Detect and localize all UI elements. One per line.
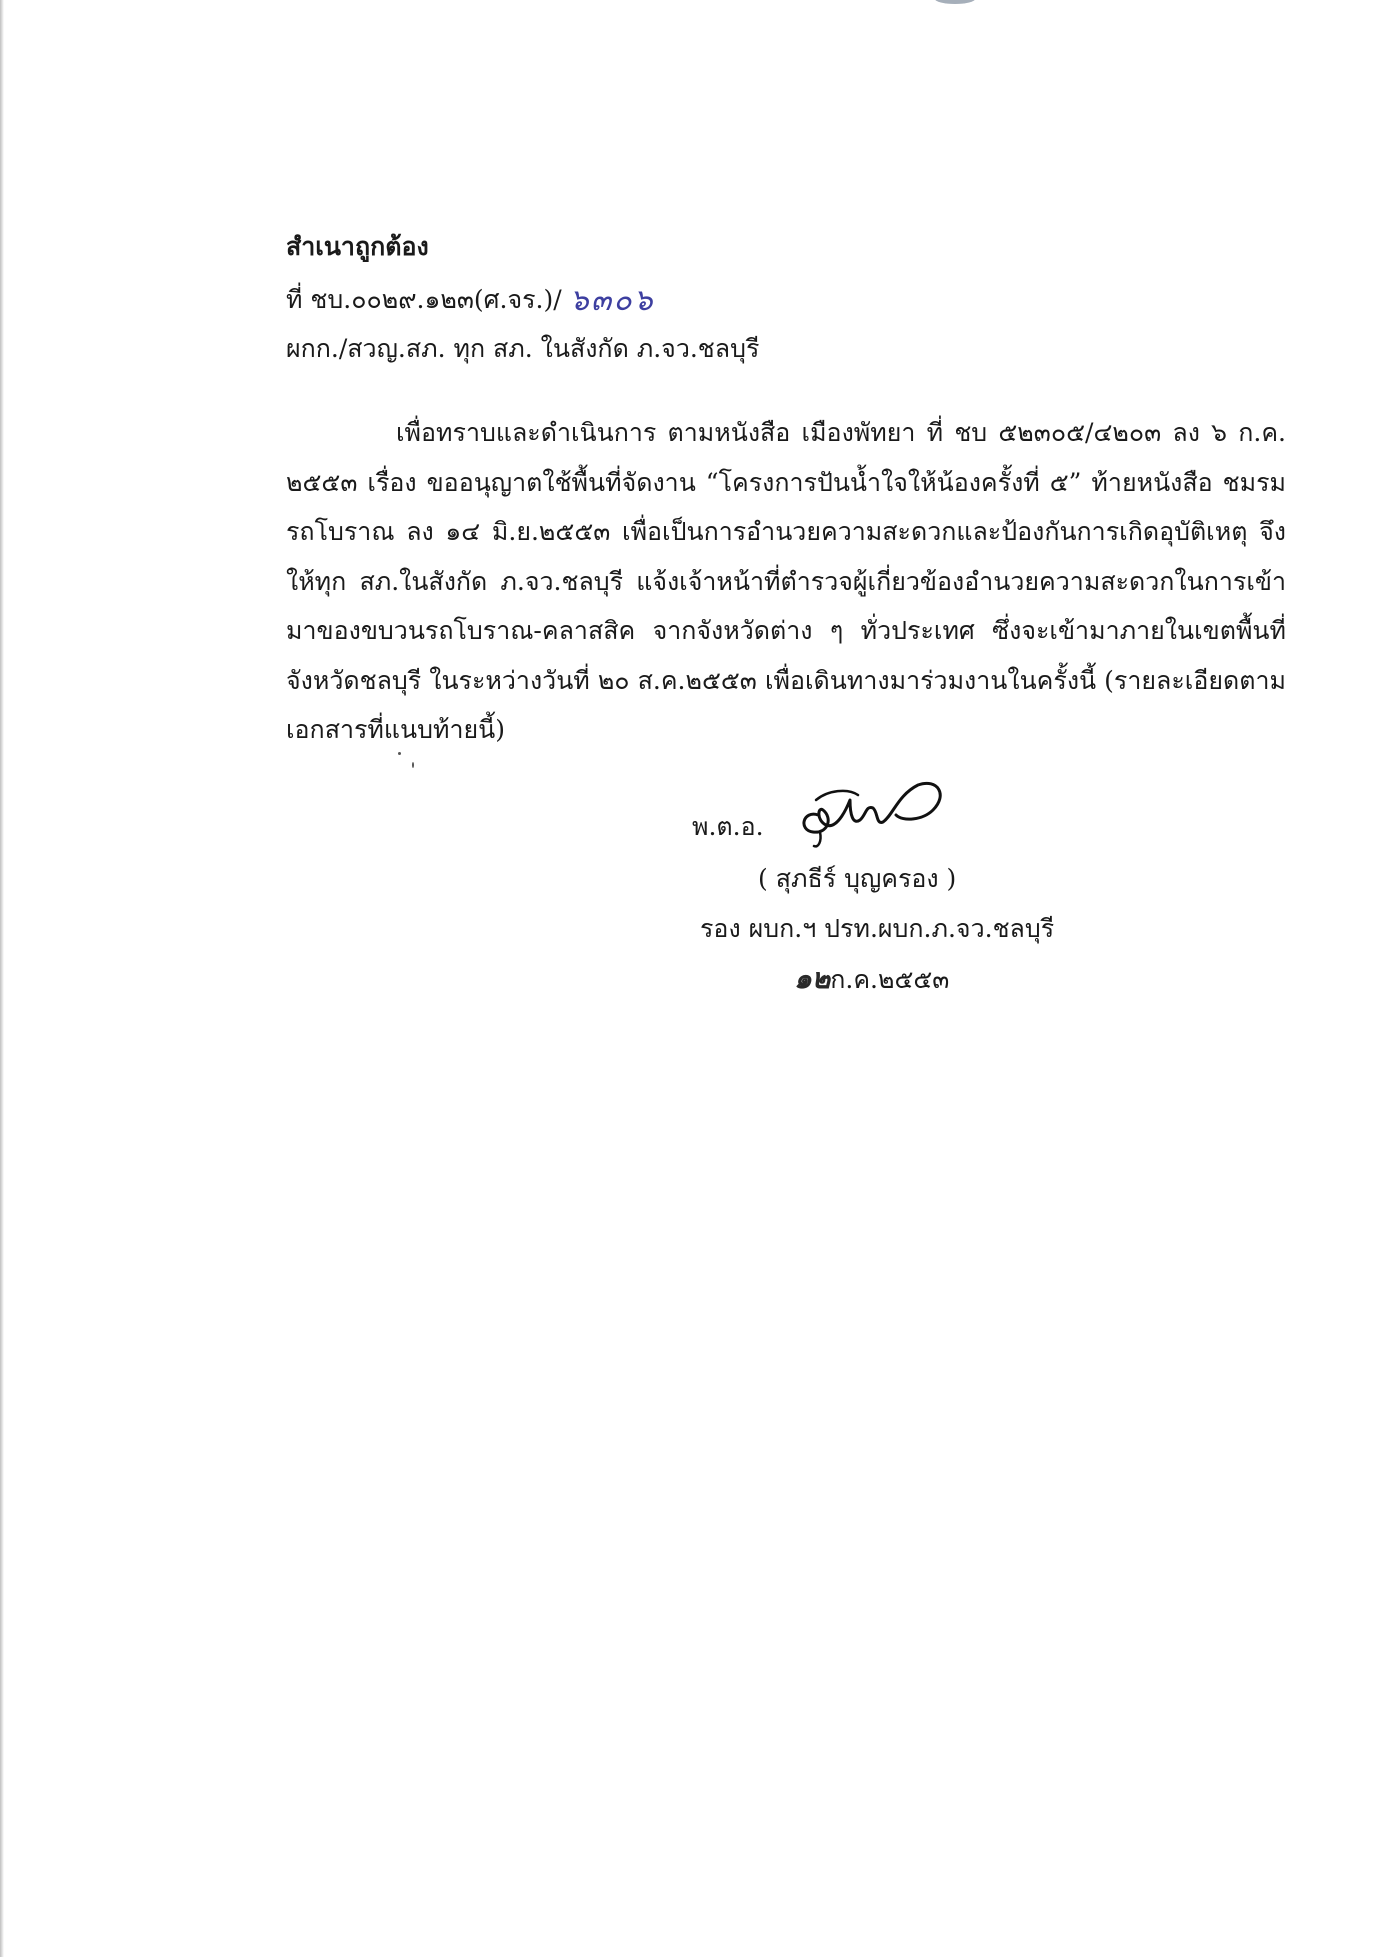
handwritten-day: ๑๒ bbox=[794, 962, 831, 995]
signatory-rank: พ.ต.อ. bbox=[692, 812, 764, 841]
document-title: สำเนาถูกต้อง bbox=[286, 232, 429, 261]
scan-speck bbox=[412, 762, 414, 768]
signature-date bbox=[794, 963, 949, 996]
body-paragraph bbox=[286, 408, 1286, 755]
addressee: ผกก./สวญ.สภ. ทุก สภ. ในสังกัด ภ.จว.ชลบุรี bbox=[286, 334, 760, 363]
signatory-name: ( สุภธีร์ บุญครอง ) bbox=[758, 864, 957, 893]
scan-speck bbox=[398, 752, 401, 755]
reference-line bbox=[286, 284, 655, 317]
handwritten-signature bbox=[778, 770, 958, 850]
scan-edge-shadow bbox=[0, 0, 4, 1957]
reference-prefix: ที่ ชบ.๐๐๒๙.๑๒๓(ศ.จร.)/ bbox=[286, 285, 562, 314]
signatory-position: รอง ผบก.ฯ ปรท.ผบก.ภ.จว.ชลบุรี bbox=[700, 914, 1055, 943]
body-text: เพื่อทราบและดำเนินการ ตามหนังสือ เมืองพัทยา ที่ ชบ ๕๒๓๐๕/๔๒๐๓ ลง ๖ ก.ค. ๒๕๕๓ เรื่อง ขออนุญาตใช้พื้นที่จัดงาน “โครงการปันน้ำใจให้น้องครั้งที่ ๕” ท้ายหนังสือ ชมรมรถโบราณ ลง ๑๔ มิ.ย.๒๕๕๓ เพื่อเป็นการอำนวยความสะดวกและป้องกันการเกิดอุบัติเหตุ จึงให้ทุก สภ.ในสังกัด ภ.จว.ชลบุรี แจ้งเจ้าหน้าที่ตำรวจผู้เกี่ยวข้องอำนวยความสะดวกในการเข้ามาของขบวนรถโบราณ-คลาสสิค จากจังหวัดต่าง ๆ ทั่วประเทศ ซึ่งจะเข้ามาภายในเขตพื้นที่จังหวัดชลบุรี ในระหว่างวันที่ ๒๐ ส.ค.๒๕๕๓ เพื่อเดินทางมาร่วมงานในครั้งนี้ (รายละเอียดตามเอกสารที่แนบท้ายนี้) bbox=[286, 418, 1286, 744]
scan-smudge bbox=[935, 0, 975, 4]
handwritten-reference-number: ๖๓๐๖ bbox=[569, 283, 655, 318]
date-month-year: ก.ค.๒๕๕๓ bbox=[830, 965, 950, 994]
